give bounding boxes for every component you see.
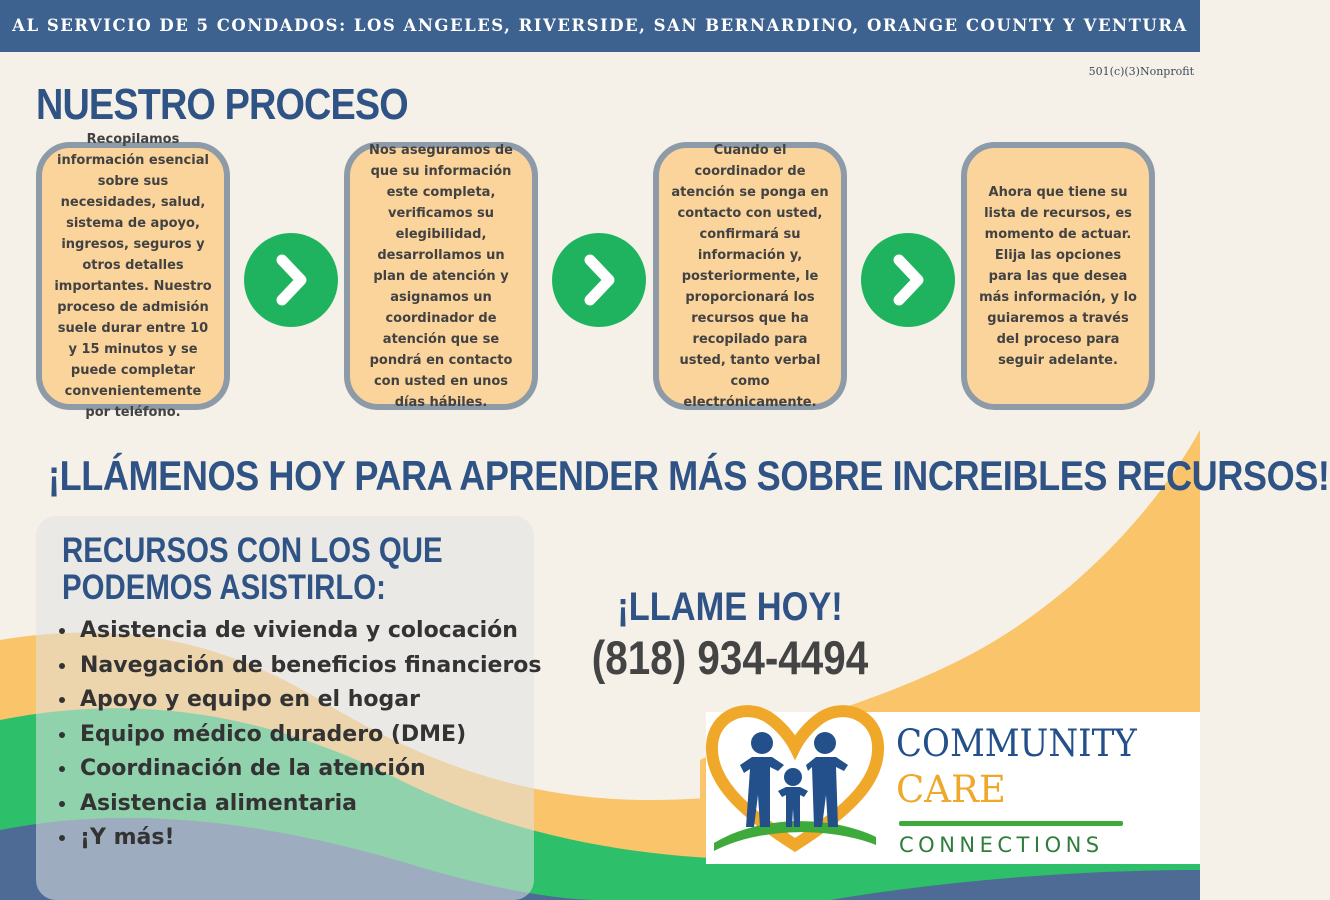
logo-word-community: COMMUNITY — [896, 722, 1137, 765]
resource-item: • Equipo médico duradero (DME) — [78, 718, 548, 753]
call-today-label: ¡LLAME HOY! — [617, 585, 843, 629]
resources-title — [62, 532, 443, 606]
resource-item: • Apoyo y equipo en el hogar — [78, 683, 548, 718]
resource-item: • ¡Y más! — [78, 821, 548, 856]
chevron-right-icon — [244, 233, 338, 327]
resources-title-line-2: PODEMOS ASISTIRLO: — [62, 568, 386, 607]
logo-word-care: CARE — [896, 768, 1006, 811]
process-step-1: Recopilamos información esencial sobre sus necesidades, salud, sistema de apoyo, ingresos, seguros y otros detalles importantes. Nuestro proceso de admisión suele durar entre 10 y 15 minutos y se puede completar convenientemente por teléfono. — [36, 142, 230, 410]
service-area-banner: AL SERVICIO DE 5 CONDADOS: LOS ANGELES, RIVERSIDE, SAN BERNARDINO, ORANGE COUNTY Y VENTURA — [0, 0, 1200, 52]
process-step-3: Cuando el coordinador de atención se ponga en contacto con usted, confirmará su información y, posteriormente, le proporcionará los recursos que ha recopilado para usted, tanto verbal como electrónicamente. — [653, 142, 847, 410]
process-title: NUESTRO PROCESO — [36, 80, 408, 129]
chevron-right-icon — [861, 233, 955, 327]
resource-item: • Navegación de beneficios financieros — [78, 649, 548, 684]
family-heart-logo-icon — [700, 695, 890, 855]
logo-word-connections: CONNECTIONS — [899, 833, 1104, 857]
resources-list — [52, 614, 548, 856]
process-step-2: Nos aseguramos de que su información este completa, verificamos su elegibilidad, desarrollamos un plan de atención y asignamos un coordinador de atención que se pondrá en contacto con usted en unos días hábiles. — [344, 142, 538, 410]
process-step-4: Ahora que tiene su lista de recursos, es momento de actuar. Elija las opciones para las que desea más información, y lo guiaremos a través del proceso para seguir adelante. — [961, 142, 1155, 410]
resource-item: • Asistencia alimentaria — [78, 787, 548, 822]
resources-title-line-1: RECURSOS CON LOS QUE — [62, 531, 443, 570]
resource-item: • Coordinación de la atención — [78, 752, 548, 787]
resource-item: • Asistencia de vivienda y colocación — [78, 614, 548, 649]
nonprofit-label: 501(c)(3)Nonprofit — [1088, 65, 1194, 78]
call-to-action-heading: ¡LLÁMENOS HOY PARA APRENDER MÁS SOBRE INCREIBLES RECURSOS! — [48, 452, 1330, 499]
logo-divider — [899, 821, 1123, 826]
chevron-right-icon — [552, 233, 646, 327]
phone-number[interactable]: (818) 934-4494 — [591, 631, 869, 684]
